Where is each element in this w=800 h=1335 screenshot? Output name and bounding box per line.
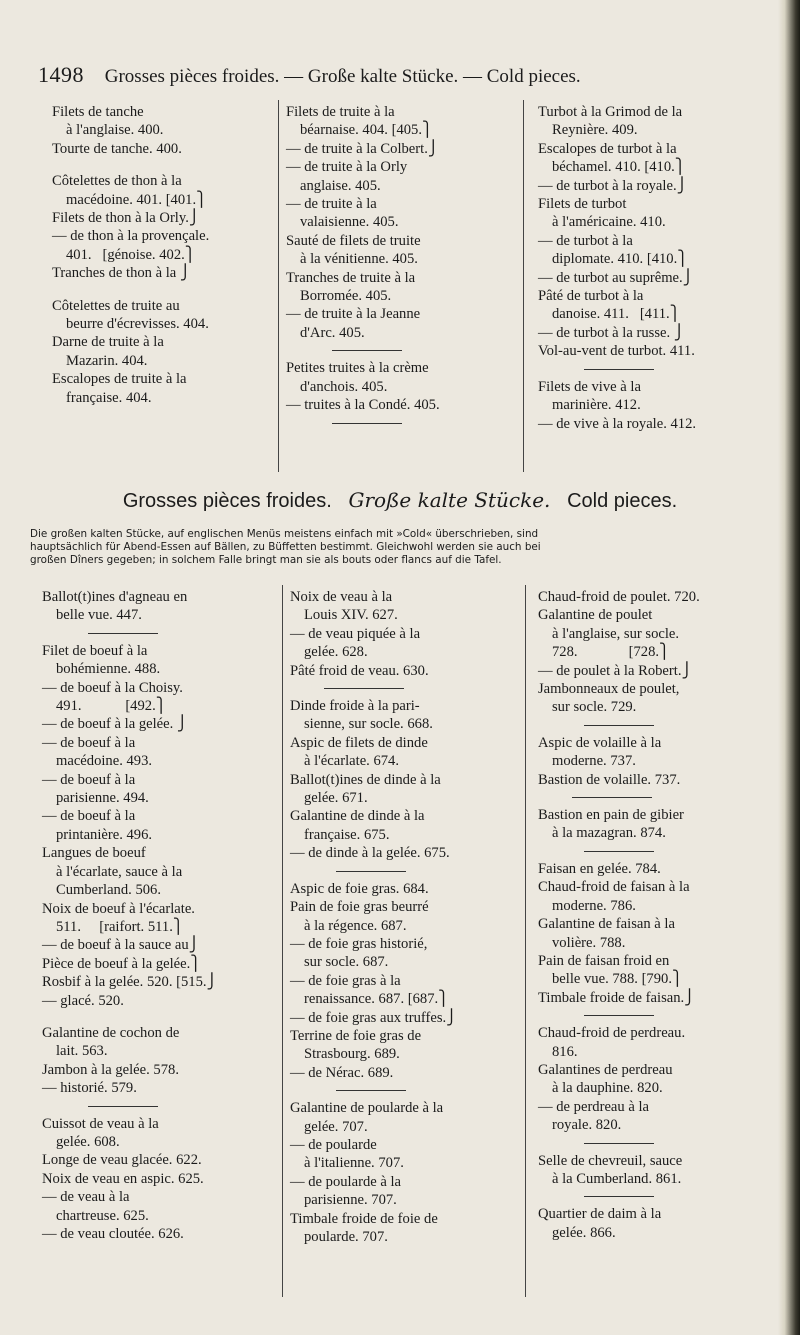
menu-entry-line: — de turbot à la royale.⎭	[538, 177, 688, 194]
column-spacer	[42, 1010, 278, 1024]
page-edge-shadow	[778, 0, 800, 1335]
menu-entry-line: à l'écarlate. 674.	[304, 753, 400, 770]
menu-entry-line: — de foie gras aux truffes.⎭	[290, 1009, 458, 1026]
menu-entry-line: Petites truites à la crème	[286, 360, 429, 377]
menu-entry-line: Darne de truite à la	[52, 334, 164, 351]
top-column-1	[52, 103, 274, 407]
menu-entry-line: Pièce de boeuf à la gelée.⎫	[42, 955, 202, 972]
menu-entry-line: — de foie gras historié,	[290, 935, 428, 952]
menu-entry-line: Quartier de daim à la	[538, 1206, 662, 1223]
menu-entry-line: Galantine de dinde à la	[290, 808, 425, 825]
intro-line: Die großen kalten Stücke, auf englischen Menüs meistens einfach mit »Cold« überschrieben, sind	[30, 528, 539, 540]
menu-entry-line: Pain de foie gras beurré	[290, 899, 429, 916]
menu-entry-line: moderne. 737.	[552, 753, 636, 770]
menu-entry-line: Bastion de volaille. 737.	[538, 771, 681, 788]
top-column-3	[538, 103, 770, 433]
menu-entry-line: parisienne. 494.	[56, 790, 149, 807]
section-rule	[584, 1196, 654, 1197]
menu-entry-line: Selle de chevreuil, sauce	[538, 1152, 683, 1169]
column-divider	[278, 100, 279, 472]
menu-entry-line: Escalopes de turbot à la	[538, 140, 677, 157]
menu-entry-line: Tranches de truite à la	[286, 269, 416, 286]
menu-entry-line: — historié. 579.	[42, 1080, 137, 1097]
menu-entry-line: macédoine. 493.	[56, 753, 153, 770]
menu-entry-line: Louis XIV. 627.	[304, 607, 398, 624]
section-title-german: Große kalte Stücke.	[348, 488, 551, 512]
menu-entry-line: Reynière. 409.	[552, 122, 638, 139]
section-rule	[584, 369, 654, 370]
menu-entry-line: — de boeuf à la gelée. ⎭	[42, 716, 188, 733]
menu-entry-line: sur socle. 729.	[552, 699, 637, 716]
menu-entry-line: Longe de veau glacée. 622.	[42, 1152, 202, 1169]
menu-entry-line: d'Arc. 405.	[300, 324, 365, 341]
menu-entry-line: — de veau à la	[42, 1189, 130, 1206]
menu-entry-line: — de poulet à la Robert.⎭	[538, 662, 693, 679]
menu-entry-line: 511. [raifort. 511.⎫	[56, 918, 184, 935]
section-title-english: Cold pieces.	[567, 490, 678, 512]
menu-entry-line: — de truite à la Orly	[286, 159, 408, 176]
running-title: Grosses pièces froides. — Große kalte Stücke. — Cold pieces.	[104, 66, 581, 87]
menu-entry-line: printanière. 496.	[56, 826, 153, 843]
menu-entry-line: gelée. 707.	[304, 1118, 368, 1135]
menu-entry-line: 401. [génoise. 402.⎫	[66, 246, 196, 263]
menu-entry-line: Noix de veau en aspic. 625.	[42, 1170, 204, 1187]
menu-entry-line: béarnaise. 404. [405.⎫	[300, 122, 433, 139]
menu-entry-line: Chaud-froid de perdreau.	[538, 1025, 686, 1042]
menu-entry-line: Chaud-froid de poulet. 720.	[538, 589, 700, 605]
section-rule	[336, 1090, 406, 1091]
menu-entry-line: Mazarin. 404.	[66, 352, 148, 369]
menu-entry-line: à l'italienne. 707.	[304, 1155, 404, 1172]
section-rule	[584, 725, 654, 726]
menu-entry-line: gelée. 628.	[304, 644, 368, 661]
menu-entry-line: — de poularde	[290, 1136, 377, 1153]
menu-entry-line: Galantine de faisan à la	[538, 916, 675, 933]
menu-entry-line: parisienne. 707.	[304, 1192, 397, 1209]
menu-entry-line: Dinde froide à la pari-	[290, 698, 420, 715]
column-spacer	[52, 158, 274, 172]
menu-entry-line: Borromée. 405.	[300, 288, 392, 305]
menu-entry-line: macédoine. 401. [401.⎫	[66, 191, 208, 208]
column-spacer	[52, 283, 274, 297]
menu-entry-line: — de dinde à la gelée. 675.	[290, 845, 450, 862]
menu-entry-line: à l'écarlate, sauce à la	[56, 863, 183, 880]
menu-entry-line: — de boeuf à la Choisy.	[42, 679, 183, 696]
menu-entry-line: — truites à la Condé. 405.	[286, 397, 440, 414]
menu-entry-line: Bastion en pain de gibier	[538, 807, 684, 824]
menu-entry-line: Filets de turbot	[538, 196, 627, 213]
menu-entry-line: — de Nérac. 689.	[290, 1064, 394, 1081]
menu-entry-line: Strasbourg. 689.	[304, 1046, 400, 1063]
menu-entry-line: Cumberland. 506.	[56, 882, 161, 899]
menu-entry-line: Côtelettes de truite au	[52, 297, 180, 314]
menu-entry-line: bohémienne. 488.	[56, 661, 161, 678]
column-divider	[282, 585, 283, 1297]
section-title	[0, 488, 800, 513]
menu-entry-line: Rosbif à la gelée. 520. [515.⎭	[42, 974, 218, 991]
menu-entry-line: à la mazagran. 874.	[552, 825, 666, 842]
menu-entry-line: Escalopes de truite à la	[52, 371, 187, 388]
menu-entry-line: Filets de truite à la	[286, 104, 395, 120]
menu-entry-line: Terrine de foie gras de	[290, 1027, 422, 1044]
menu-entry-line: marinière. 412.	[552, 397, 641, 414]
section-rule	[88, 633, 158, 634]
menu-entry-line: Faisan en gelée. 784.	[538, 860, 661, 877]
section-rule	[336, 871, 406, 872]
menu-entry-line: Langues de boeuf	[42, 845, 146, 862]
menu-entry-line: Galantines de perdreau	[538, 1061, 673, 1078]
menu-entry-line: Sauté de filets de truite	[286, 232, 421, 249]
section-rule	[584, 1015, 654, 1016]
section-rule	[332, 350, 402, 351]
menu-entry-line: sienne, sur socle. 668.	[304, 716, 433, 733]
menu-entry-line: Cuissot de veau à la	[42, 1115, 159, 1132]
menu-entry-line: — de boeuf à la	[42, 771, 136, 788]
bottom-column-3	[538, 588, 770, 1242]
menu-entry-line: — de thon à la provençale.	[52, 228, 210, 245]
menu-entry-line: — de boeuf à la sauce au⎭	[42, 937, 200, 954]
intro-line: großen Dîners gegeben; in solchem Falle bringt man sie als bouts oder flancs auf die Tafel.	[30, 554, 502, 567]
column-divider	[523, 100, 524, 472]
menu-entry-line: Timbale froide de faisan.⎭	[538, 989, 696, 1006]
menu-entry-line: à l'anglaise. 400.	[66, 122, 164, 139]
running-header	[38, 62, 758, 88]
menu-entry-line: à la régence. 687.	[304, 917, 407, 934]
menu-entry-line: — de foie gras à la	[290, 972, 401, 989]
section-rule	[332, 423, 402, 424]
menu-entry-line: Filet de boeuf à la	[42, 642, 148, 659]
menu-entry-line: Vol-au-vent de turbot. 411.	[538, 343, 695, 360]
menu-entry-line: — de boeuf à la	[42, 808, 136, 825]
menu-entry-line: d'anchois. 405.	[300, 378, 388, 395]
menu-entry-line: Chaud-froid de faisan à la	[538, 879, 690, 896]
menu-entry-line: française. 404.	[66, 389, 152, 406]
menu-entry-line: gelée. 608.	[56, 1133, 120, 1150]
menu-entry-line: Noix de boeuf à l'écarlate.	[42, 900, 195, 917]
menu-entry-line: Tranches de thon à la ⎭	[52, 265, 191, 282]
menu-entry-line: Ballot(t)ines de dinde à la	[290, 771, 441, 788]
menu-entry-line: — de veau piquée à la	[290, 625, 421, 642]
menu-entry-line: — de truite à la	[286, 196, 377, 213]
menu-entry-line: — de truite à la Jeanne	[286, 306, 421, 323]
menu-entry-line: beurre d'écrevisses. 404.	[66, 316, 209, 333]
menu-entry-line: béchamel. 410. [410.⎫	[552, 159, 686, 176]
menu-entry-line: à la dauphine. 820.	[552, 1080, 663, 1097]
menu-entry-line: danoise. 411. [411.⎫	[552, 306, 681, 323]
column-divider	[525, 585, 526, 1297]
menu-entry-line: Pain de faisan froid en	[538, 952, 670, 969]
menu-entry-line: sur socle. 687.	[304, 954, 389, 971]
menu-entry-line: Noix de veau à la	[290, 589, 393, 605]
menu-entry-line: Pâté de turbot à la	[538, 288, 644, 305]
menu-entry-line: — de turbot à la	[538, 232, 633, 249]
menu-entry-line: Pâté froid de veau. 630.	[290, 662, 429, 679]
menu-entry-line: chartreuse. 625.	[56, 1207, 149, 1224]
top-column-2	[286, 103, 514, 432]
intro-paragraph	[30, 528, 770, 568]
menu-entry-line: — de veau cloutée. 626.	[42, 1226, 184, 1242]
menu-entry-line: belle vue. 447.	[56, 607, 142, 624]
section-title-french: Grosses pièces froides.	[122, 490, 332, 512]
menu-entry-line: poularde. 707.	[304, 1229, 388, 1245]
menu-entry-line: — de boeuf à la	[42, 734, 136, 751]
menu-entry-line: moderne. 786.	[552, 897, 636, 914]
menu-entry-line: à la Cumberland. 861.	[552, 1170, 682, 1187]
menu-entry-line: — de poularde à la	[290, 1173, 402, 1190]
menu-entry-line: Ballot(t)ines d'agneau en	[42, 589, 188, 605]
section-rule	[324, 688, 404, 689]
section-rule	[584, 851, 654, 852]
menu-entry-line: Aspic de volaille à la	[538, 734, 662, 751]
section-rule	[584, 1143, 654, 1144]
menu-entry-line: gelée. 866.	[552, 1224, 616, 1241]
menu-entry-line: Jambonneaux de poulet,	[538, 681, 680, 698]
menu-entry-line: — de turbot au suprême.⎭	[538, 269, 694, 286]
menu-entry-line: à l'anglaise, sur socle.	[552, 625, 680, 642]
menu-entry-line: Filets de thon à la Orly.⎭	[52, 210, 200, 227]
menu-entry-line: diplomate. 410. [410.⎫	[552, 251, 689, 268]
menu-entry-line: gelée. 671.	[304, 790, 368, 807]
section-rule	[572, 797, 652, 798]
menu-entry-line: Turbot à la Grimod de la	[538, 104, 683, 120]
menu-entry-line: Aspic de filets de dinde	[290, 734, 428, 751]
page-number: 1498	[38, 62, 84, 87]
bottom-column-1	[42, 588, 278, 1243]
menu-entry-line: — de truite à la Colbert.⎭	[286, 140, 439, 157]
menu-entry-line: Galantine de poulet	[538, 607, 653, 624]
menu-entry-line: — glacé. 520.	[42, 992, 124, 1009]
menu-entry-line: Galantine de cochon de	[42, 1024, 180, 1041]
menu-entry-line: Filets de vive à la	[538, 378, 641, 395]
menu-entry-line: — de turbot à la russe. ⎭	[538, 324, 685, 341]
menu-entry-line: à l'américaine. 410.	[552, 214, 666, 231]
menu-entry-line: Tourte de tanche. 400.	[52, 140, 182, 157]
menu-entry-line: — de perdreau à la	[538, 1098, 650, 1115]
menu-entry-line: royale. 820.	[552, 1117, 622, 1134]
menu-entry-line: 816.	[552, 1043, 578, 1060]
menu-entry-line: 728. [728.⎫	[552, 644, 670, 661]
section-rule	[88, 1106, 158, 1107]
menu-entry-line: 491. [492.⎫	[56, 698, 167, 715]
menu-entry-line: belle vue. 788. [790.⎫	[552, 971, 683, 988]
menu-entry-line: Galantine de poularde à la	[290, 1100, 444, 1117]
menu-entry-line: — de vive à la royale. 412.	[538, 415, 697, 432]
menu-entry-line: Filets de tanche	[52, 104, 144, 120]
menu-entry-line: volière. 788.	[552, 934, 626, 951]
menu-entry-line: Aspic de foie gras. 684.	[290, 880, 429, 897]
menu-entry-line: Timbale froide de foie de	[290, 1210, 438, 1227]
intro-line: hauptsächlich für Abend-Essen auf Bällen, zu Büffetten bestimmt. Gleichwohl werden sie auch bei	[30, 541, 541, 554]
menu-entry-line: anglaise. 405.	[300, 177, 381, 194]
menu-entry-line: valaisienne. 405.	[300, 214, 399, 231]
menu-entry-line: Jambon à la gelée. 578.	[42, 1061, 179, 1078]
menu-entry-line: française. 675.	[304, 826, 390, 843]
menu-entry-line: à la vénitienne. 405.	[300, 251, 418, 268]
menu-entry-line: Côtelettes de thon à la	[52, 173, 182, 190]
menu-entry-line: lait. 563.	[56, 1043, 108, 1060]
bottom-column-2	[290, 588, 522, 1246]
menu-entry-line: renaissance. 687. [687.⎫	[304, 991, 450, 1008]
